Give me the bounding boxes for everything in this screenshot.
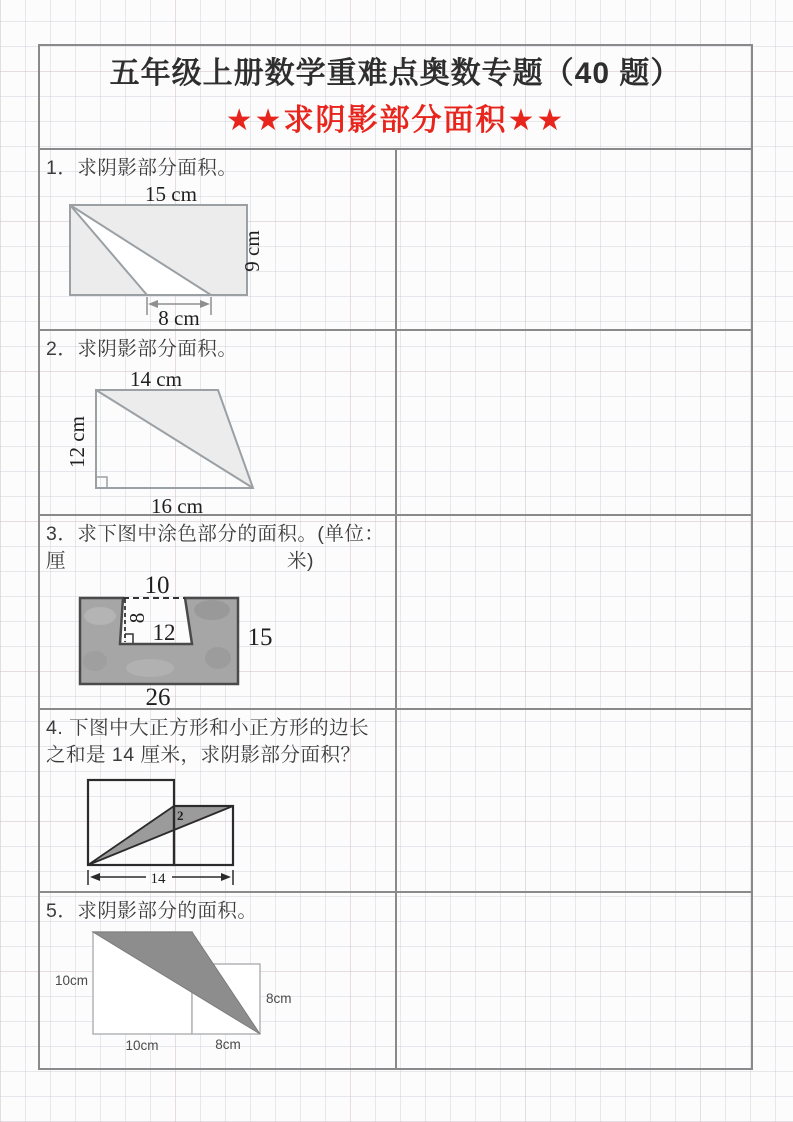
dim-label-notch-height: 8 <box>125 612 149 624</box>
figure-problem-4 <box>78 772 253 890</box>
right-angle-mark <box>125 634 133 643</box>
answer-cell-3 <box>397 516 751 708</box>
problem-cell-5 <box>40 893 397 1068</box>
problem-row-5 <box>40 893 751 1068</box>
problem-cell-4 <box>40 710 397 891</box>
figure-problem-5 <box>52 924 302 1054</box>
problem-3-text-mi: 米) <box>287 550 314 572</box>
answer-cell-4 <box>397 710 751 891</box>
problem-row-4 <box>40 710 751 893</box>
arrowhead-right <box>221 873 231 881</box>
dim-label-bottom: 26 <box>145 684 171 708</box>
problem-1-text: 1．求阴影部分面积。 <box>46 157 238 179</box>
shaded-triangle <box>88 806 233 865</box>
dim-label-bottom: 16 cm <box>151 494 203 514</box>
dim-label-left: 12 cm <box>65 416 89 468</box>
dim-label-right: 9 cm <box>240 230 264 272</box>
worksheet-header <box>40 46 751 150</box>
problem-4-text-line1: 4. 下图中大正方形和小正方形的边长 <box>46 717 370 739</box>
arrowhead-left <box>90 873 100 881</box>
dim-label-notch-top: 10 <box>144 572 170 599</box>
figure-problem-3 <box>70 568 300 708</box>
arrowhead-right <box>200 300 210 308</box>
problem-row-2 <box>40 331 751 516</box>
dim-label-two: 2 <box>177 808 184 823</box>
problem-4-text-line2: 之和是 14 厘米，求阴影部分面积？ <box>46 744 361 766</box>
worksheet-table <box>38 44 753 1070</box>
answer-cell-5 <box>397 893 751 1068</box>
problem-3-text-li: 厘 <box>46 550 67 572</box>
problem-row-1 <box>40 150 751 331</box>
dim-label-big-bottom: 10cm <box>125 1038 159 1053</box>
dim-label-bottom: 8 cm <box>158 306 200 328</box>
problem-cell-1 <box>40 150 397 329</box>
figure-problem-2 <box>50 364 300 514</box>
problem-3-text-line1: 3．求下图中涂色部分的面积。(单位： <box>46 523 385 545</box>
problem-cell-3 <box>40 516 397 708</box>
dim-label-small-bottom: 8cm <box>215 1037 241 1052</box>
page-subtitle: ★★求阴影部分面积★★ <box>225 104 566 137</box>
dim-label-right: 15 <box>247 624 273 651</box>
problem-2-text: 2．求阴影部分面积。 <box>46 338 238 360</box>
problem-cell-2 <box>40 331 397 514</box>
problem-row-3 <box>40 516 751 710</box>
dim-label-small-right: 8cm <box>266 991 292 1006</box>
page-title: 五年级上册数学重难点奥数专题（40 题） <box>109 57 682 90</box>
figure-problem-1 <box>58 184 300 328</box>
arrowhead-left <box>148 300 158 308</box>
problem-5-text: 5．求阴影部分的面积。 <box>46 900 258 922</box>
dim-label-bottom: 14 <box>150 871 166 887</box>
dim-label-top: 14 cm <box>130 367 182 391</box>
answer-cell-1 <box>397 150 751 329</box>
right-angle-mark <box>96 477 107 488</box>
dim-label-top: 15 cm <box>145 184 197 206</box>
dim-label-notch-bottom: 12 <box>152 620 176 645</box>
answer-cell-2 <box>397 331 751 514</box>
dim-label-big-left: 10cm <box>54 973 88 988</box>
